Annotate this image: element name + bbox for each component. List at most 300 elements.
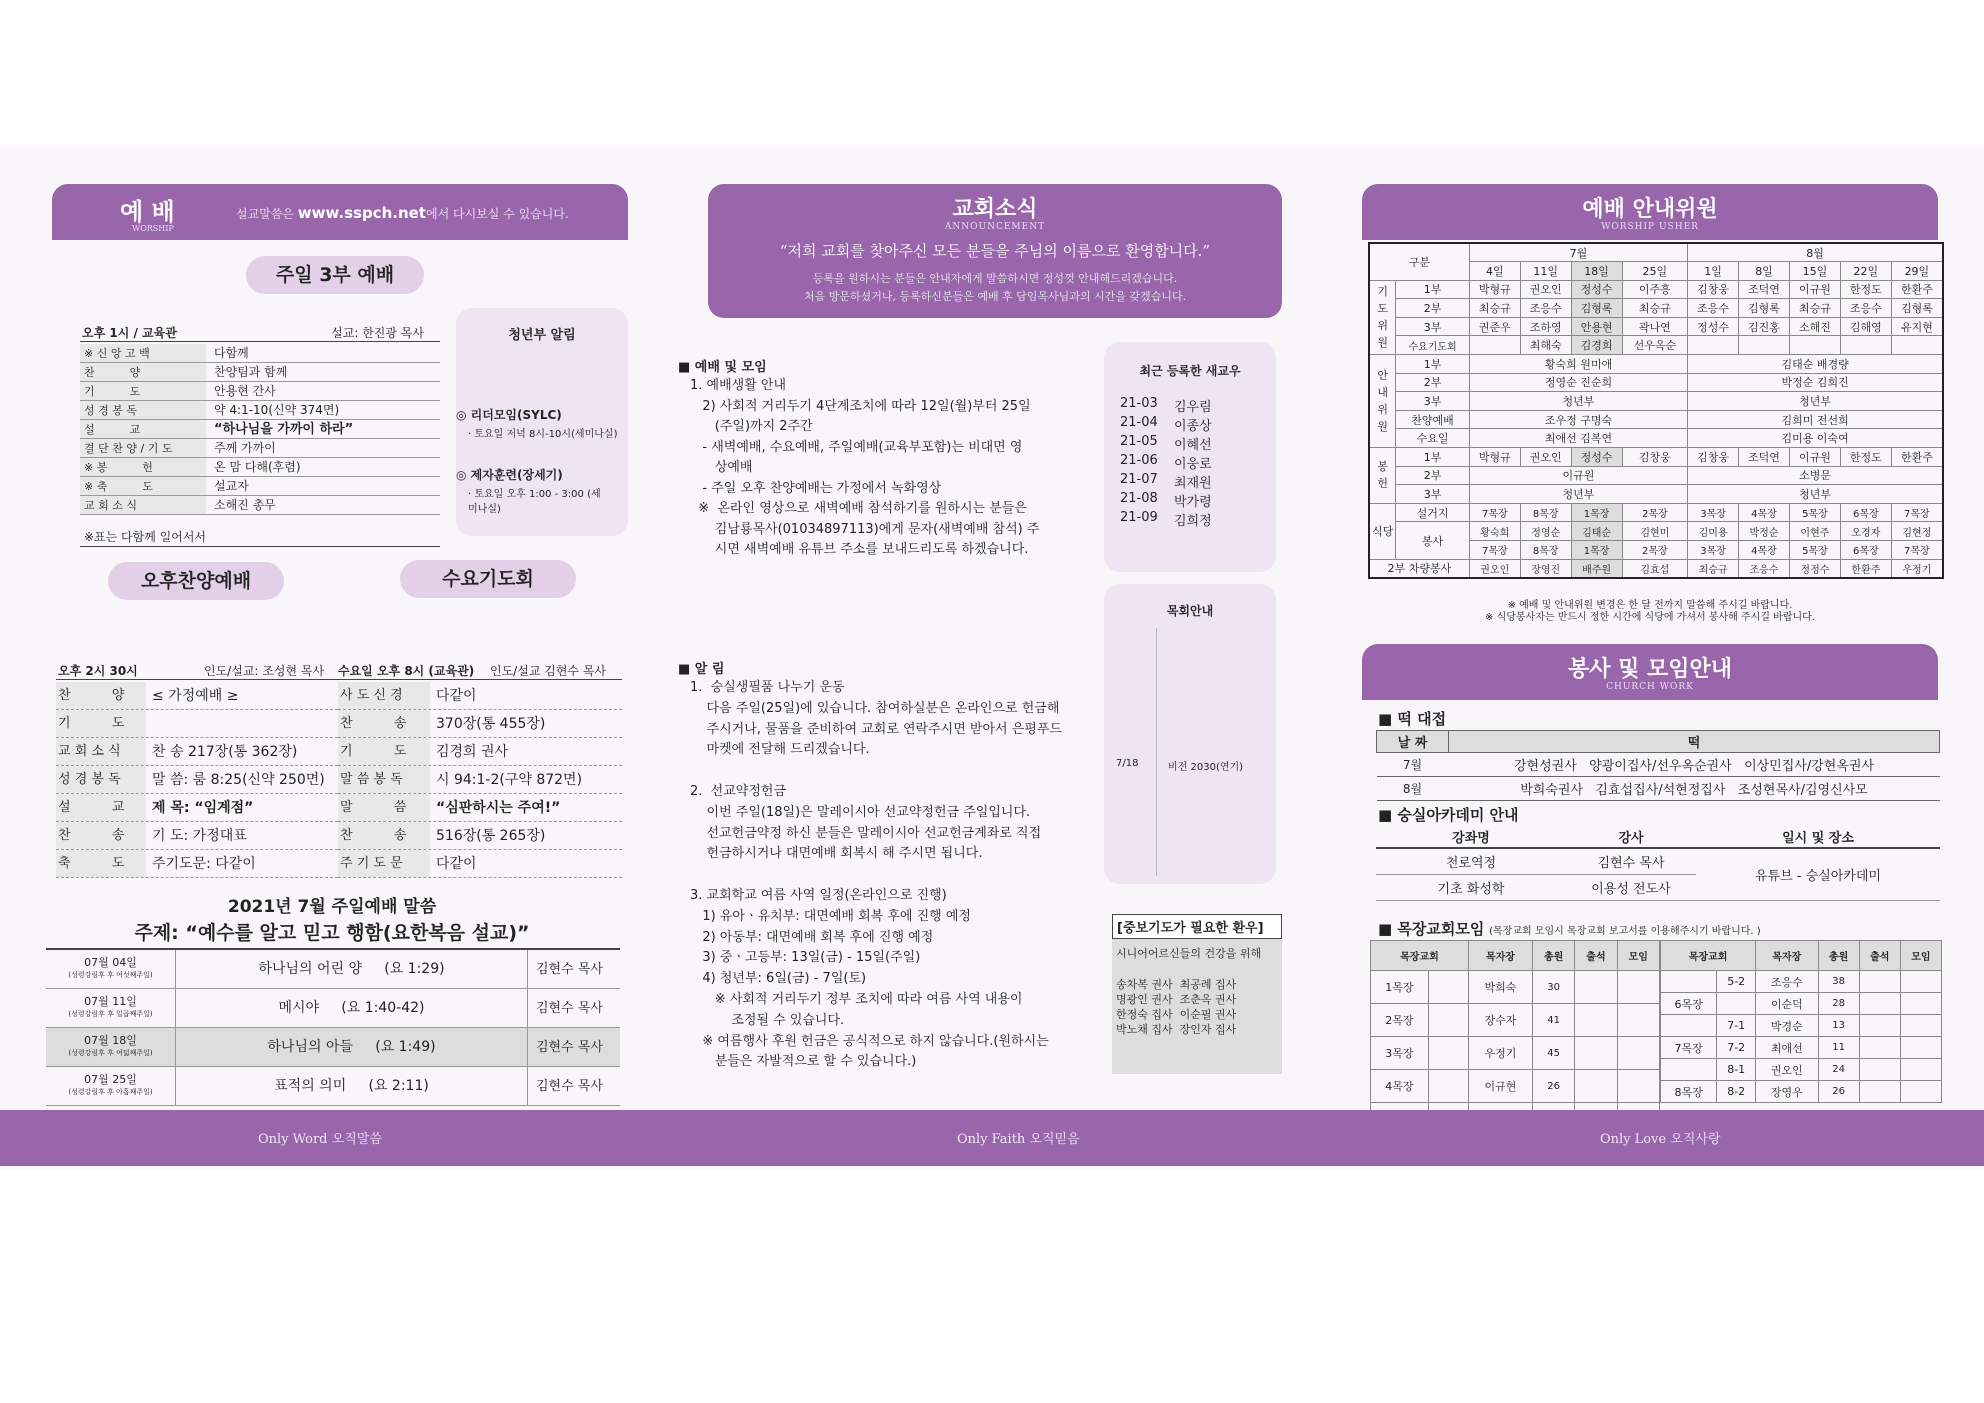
usher-cell: 조하영 [1520, 317, 1571, 336]
order-row [80, 477, 440, 496]
usher-row [1369, 299, 1943, 318]
order-label: 찬 양 [56, 682, 146, 709]
usher-cell: 2부 [1396, 299, 1470, 318]
usher-row [1369, 429, 1943, 448]
afternoon-order [56, 682, 338, 878]
usher-cell: 김형록 [1571, 299, 1622, 318]
order-label: 결 단 찬 양 / 기 도 [80, 439, 206, 457]
group-table-left [1370, 940, 1660, 1136]
worship-title: 예 배 [120, 198, 175, 226]
usher-cell: 1부 [1396, 448, 1470, 467]
usher-cell: 찬양예배 [1396, 410, 1470, 429]
sermon-title: 표적의 의미 (요 2:11) [176, 1067, 528, 1105]
group-sub: 7-2 [1717, 1037, 1756, 1059]
group-name: 2목장 [1371, 1004, 1429, 1037]
usher-cell: 18일 [1571, 262, 1622, 281]
usher-title: 예배 안내위원 [1582, 197, 1718, 222]
usher-cell: 3목장 [1688, 541, 1739, 560]
usher-note: ※ 예배 및 안내위원 변경은 한 달 전까지 말씀해 주시길 바랍니다. [1507, 600, 1793, 611]
notice-line: 4) 청년부: 6일(금) - 7일(토) [690, 971, 867, 987]
sermon-series-theme: 주제: “예수를 알고 믿고 행함(요한복음 설교)” [134, 922, 530, 944]
notice-line: 다음 주일(25일)에 있습니다. 참여하실분은 온라인으로 헌금해 [690, 700, 1060, 716]
rice-month: 8월 [1377, 777, 1449, 801]
group-row [1661, 1037, 1942, 1059]
order-label: 교 회 소 식 [56, 738, 146, 765]
usher-cell: 29일 [1891, 262, 1943, 281]
rice-names: 강현성권사 양광이집사/선우옥순권사 이상민집사/강현옥권사 [1449, 753, 1940, 777]
prayer-title: [중보기도가 필요한 환우] [1112, 914, 1282, 939]
service-subtitle: CHURCH WORK [1606, 682, 1694, 692]
pastoral-text: 비전 2030(연기) [1168, 762, 1244, 773]
order-value: 주께 가까이 [214, 441, 276, 455]
usher-cell: 최애선 김복연 [1469, 429, 1687, 448]
newcomer-row [1120, 396, 1212, 415]
pastoral-title: 목회안내 [1166, 604, 1214, 618]
order-value: 김경희 권사 [436, 744, 509, 760]
notice-line: 3) 중ㆍ고등부: 13일(금) - 15일(주일) [690, 950, 921, 966]
usher-row [1369, 317, 1943, 336]
group-total: 45 [1533, 1037, 1575, 1070]
group-row [1661, 971, 1942, 993]
newcomer-box [1104, 342, 1276, 572]
academy-head-cell: 일시 및 장소 [1696, 826, 1940, 848]
newcomer-list [1120, 396, 1212, 529]
usher-cell: 4일 [1469, 262, 1520, 281]
worship-subtitle: WORSHIP [132, 224, 174, 233]
usher-row [1369, 485, 1943, 504]
usher-table [1368, 242, 1944, 579]
academy-head-cell: 강사 [1566, 826, 1696, 848]
wednesday-order [338, 682, 622, 878]
usher-cell: 4목장 [1739, 503, 1790, 522]
order-row [56, 738, 338, 766]
notice-line: 김남룡목사(01034897113)에게 문자(새벽예배 참석) 주 [690, 521, 1040, 537]
rice-names: 박희숙권사 김효섭집사/석현정집사 조성현목사/김영신사모 [1449, 777, 1940, 801]
notice-line: 주시거나, 물품을 준비하여 교회로 연락주시면 받아서 은평푸드 [690, 721, 1062, 737]
group-attend [1859, 971, 1900, 993]
usher-cell: 조응수 [1840, 299, 1891, 318]
sermon-date [46, 989, 176, 1027]
group-name: 4목장 [1371, 1070, 1429, 1103]
order-row [338, 850, 622, 878]
usher-cell: 15일 [1789, 262, 1840, 281]
usher-cell: 설거지 [1396, 503, 1470, 522]
usher-cell: 김태순 [1571, 522, 1622, 541]
usher-cell [1840, 336, 1891, 355]
order-value: 주기도문: 다같이 [152, 856, 256, 872]
worship-note: 설교말씀은 www.sspch.net에서 다시보실 수 있습니다. [236, 204, 569, 222]
order-value: 설교자 [214, 479, 249, 493]
order-label: ※ 봉 헌 [80, 458, 206, 476]
usher-cell: 정성수 [1571, 280, 1622, 299]
group-row [1371, 1037, 1660, 1070]
usher-cell: 2부 [1396, 466, 1470, 485]
usher-cell: 유지현 [1891, 317, 1943, 336]
footer [0, 1110, 1984, 1166]
newcomer-number: 21-05 [1120, 434, 1158, 449]
usher-cell: 7월 [1469, 243, 1687, 262]
usher-cell: 5목장 [1789, 541, 1840, 560]
order-value: 기 도: 가정대표 [152, 828, 247, 844]
notice-line [690, 761, 1062, 782]
order-value: 소해진 총무 [214, 498, 276, 512]
usher-cell: 수요일 [1396, 429, 1470, 448]
group-total: 13 [1818, 1015, 1859, 1037]
group-name [1661, 1059, 1717, 1081]
usher-cell: 김경희 [1571, 336, 1622, 355]
youth-item: ◎ 제자훈련(장세기) · 토요일 오후 1:00 - 3:00 (세미나실) [456, 468, 601, 515]
usher-row [1369, 373, 1943, 392]
newcomer-name: 최재원 [1174, 476, 1212, 491]
usher-cell: 7목장 [1891, 541, 1943, 560]
usher-cell: 우정기 [1891, 559, 1943, 578]
usher-cell [1688, 336, 1739, 355]
newcomer-name: 김희정 [1174, 514, 1212, 529]
order-label: 설 교 [80, 420, 206, 438]
footer-left: Only Word 오직말씀 [258, 1132, 382, 1147]
order-row [338, 710, 622, 738]
sermon-season: (성령강림후 후 아홉째주일) [68, 1088, 153, 1096]
notice-line: ※ 사회적 거리두기 정부 조치에 따라 여름 사역 내용이 [690, 991, 1023, 1007]
sermon-row [46, 950, 620, 989]
order-label: ※ 신 앙 고 백 [80, 344, 206, 362]
order-row [80, 458, 440, 477]
third-service-head: 오후 1시 / 교육관 설교: 한진광 목사 [80, 322, 440, 342]
usher-header [1362, 184, 1938, 240]
group-title: ■ 목장교회모임 (목장교회 모임시 목장교회 보고서를 이용해주시기 바랍니다. ) [1378, 920, 1761, 938]
usher-cell: 소병문 [1688, 466, 1943, 485]
newcomer-name: 이혜선 [1174, 438, 1212, 453]
order-value: 제 목: “임계점” [152, 800, 254, 816]
usher-row [1369, 448, 1943, 467]
order-label: 찬 양 [80, 363, 206, 381]
order-value: 약 4:1-10(신약 374면) [214, 403, 340, 417]
usher-cell: 한환주 [1840, 559, 1891, 578]
group-head-cell: 목자장 [1468, 941, 1532, 971]
usher-cell: 2부 차량봉사 [1369, 559, 1469, 578]
usher-cell: 3목장 [1688, 503, 1739, 522]
notice-line: 마켓에 전달해 드리겠습니다. [690, 742, 870, 758]
group-row [1371, 971, 1660, 1004]
group-leader: 권오인 [1756, 1059, 1818, 1081]
usher-cell: 김형록 [1739, 299, 1790, 318]
newcomer-row [1120, 434, 1212, 453]
usher-cell: 장영진 [1520, 559, 1571, 578]
academy-course: 천로역정 [1376, 848, 1566, 874]
usher-cell: 구분 [1369, 243, 1469, 280]
usher-cell: 최승규 [1622, 299, 1688, 318]
group-meeting [1900, 971, 1941, 993]
order-row [338, 794, 622, 822]
academy-place: 유튜브 - 숭실아카데미 [1696, 848, 1940, 900]
usher-cell: 정영순 [1520, 522, 1571, 541]
youth-item: ◎ 리더모임(SYLC) · 토요일 저녁 8시-10시(세미나실) [456, 408, 618, 440]
group-sub [1428, 1037, 1468, 1070]
order-row [56, 850, 338, 878]
group-attend [1859, 1059, 1900, 1081]
usher-cell: 정영순 진순희 [1469, 373, 1687, 392]
usher-cell: 2목장 [1622, 541, 1688, 560]
group-head-cell: 모임 [1617, 941, 1659, 971]
group-head-cell: 출석 [1859, 941, 1900, 971]
worship-notices [690, 376, 1039, 561]
notice-line: - 주일 오후 찬양예배는 가정에서 녹화영상 [690, 480, 942, 496]
usher-cell: 25일 [1622, 262, 1688, 281]
usher-cell: 최해숙 [1520, 336, 1571, 355]
sermon-preacher: 김현수 목사 [536, 1001, 603, 1016]
usher-cell: 기 도 위 원 [1369, 280, 1396, 354]
group-sub: 8-2 [1717, 1081, 1756, 1103]
group-meeting [1617, 1070, 1659, 1103]
group-attend [1859, 1081, 1900, 1103]
usher-cell: 오경자 [1840, 522, 1891, 541]
group-name: 7목장 [1661, 1037, 1717, 1059]
usher-cell: 7목장 [1469, 503, 1520, 522]
usher-cell: 곽나연 [1622, 317, 1688, 336]
usher-cell: 김형록 [1891, 299, 1943, 318]
sermon-season: (성령강림후 후 여덟째주일) [68, 1049, 153, 1057]
group-head-cell: 목자장 [1756, 941, 1818, 971]
notice-line [690, 865, 1062, 886]
usher-cell: 황숙희 원미애 [1469, 355, 1687, 374]
usher-cell: 2목장 [1622, 503, 1688, 522]
sermon-series-title: 2021년 7월 주일예배 말씀 [227, 897, 437, 917]
usher-cell: 김해영 [1840, 317, 1891, 336]
usher-cell: 봉사 [1396, 522, 1470, 559]
academy-course: 기초 화성학 [1376, 874, 1566, 900]
order-label: 성 경 봉 독 [56, 766, 146, 793]
usher-cell: 정성수 [1688, 317, 1739, 336]
usher-row [1369, 336, 1943, 355]
usher-row [1369, 522, 1943, 541]
usher-cell: 11일 [1520, 262, 1571, 281]
usher-cell: 8일 [1739, 262, 1790, 281]
usher-cell: 김미용 [1688, 522, 1739, 541]
order-row [56, 822, 338, 850]
usher-cell: 4목장 [1739, 541, 1790, 560]
usher-cell: 청년부 [1469, 485, 1687, 504]
usher-cell: 김희미 전선희 [1688, 410, 1943, 429]
usher-cell: 이현주 [1789, 522, 1840, 541]
afternoon-title: 오후찬양예배 [108, 562, 284, 600]
usher-cell: 김효섭 [1622, 559, 1688, 578]
group-leader: 이순덕 [1756, 993, 1818, 1015]
usher-row [1369, 559, 1943, 578]
sermon-date [46, 1028, 176, 1066]
group-name: 1목장 [1371, 971, 1429, 1004]
usher-row [1369, 466, 1943, 485]
order-row [80, 344, 440, 363]
newcomer-row [1120, 491, 1212, 510]
sermon-row [46, 989, 620, 1028]
group-head-cell: 출석 [1575, 941, 1617, 971]
rice-head-cell: 떡 [1449, 731, 1940, 753]
sermon-day: 07월 18일 [84, 1034, 137, 1047]
prayer-line: 명광인 권사 조춘옥 권사 [1116, 993, 1237, 1006]
notice-line: 3. 교회학교 여름 사역 일정(온라인으로 진행) [690, 887, 947, 903]
usher-cell: 한정도 [1840, 280, 1891, 299]
order-row [80, 382, 440, 401]
group-leader: 장영우 [1756, 1081, 1818, 1103]
usher-cell: 조덕연 [1739, 448, 1790, 467]
order-value [146, 710, 152, 737]
group-sub: 8-1 [1717, 1059, 1756, 1081]
order-row [80, 363, 440, 382]
group-total: 41 [1533, 1004, 1575, 1037]
academy-teacher: 이용성 전도사 [1566, 874, 1696, 900]
notice-line: 1. 숭실생필품 나누기 운동 [690, 680, 845, 695]
usher-row [1369, 503, 1943, 522]
group-meeting [1900, 1059, 1941, 1081]
newcomer-row [1120, 453, 1212, 472]
usher-cell: 김창웅 [1688, 280, 1739, 299]
academy-title: ■ 숭실아카데미 안내 [1378, 806, 1519, 824]
usher-cell: 1부 [1396, 355, 1470, 374]
welcome-line: 처음 방문하셨거나, 등록하신분들은 예배 후 담임목사님과의 시간을 갖겠습니다. [803, 290, 1187, 303]
usher-cell: 김창웅 [1622, 448, 1688, 467]
order-label: 사 도 신 경 [338, 682, 430, 709]
group-row [1661, 1059, 1942, 1081]
order-label: 축 도 [56, 850, 146, 877]
notice-line: 시면 새벽예배 유튜브 주소를 보내드리도록 하겠습니다. [690, 542, 1029, 557]
usher-cell [1891, 336, 1943, 355]
sermon-season: (성령강림후 후 여섯째주일) [68, 971, 153, 979]
group-head [1371, 941, 1660, 971]
order-value: “심판하시는 주여!” [436, 800, 561, 816]
sermon-date [46, 1067, 176, 1105]
third-service-order [80, 344, 440, 515]
notice-line: 조정될 수 있습니다. [690, 1012, 845, 1028]
order-row [338, 682, 622, 710]
order-row [56, 682, 338, 710]
usher-cell: 한환주 [1891, 448, 1943, 467]
usher-cell: 7목장 [1891, 503, 1943, 522]
group-name [1661, 1015, 1717, 1037]
order-label: 찬 송 [338, 822, 430, 849]
welcome-text: “저희 교회를 찾아주신 모든 분들을 주님의 이름으로 환영합니다.” [779, 242, 1211, 260]
prayer-line: 송차복 권사 최공례 집사 [1116, 978, 1237, 991]
group-meeting [1900, 1037, 1941, 1059]
notice-line: 1) 유아ㆍ유치부: 대면예배 회복 후에 진행 예정 [690, 908, 971, 924]
notice-line: 상예배 [690, 460, 753, 475]
group-total: 26 [1533, 1070, 1575, 1103]
academy-row [1376, 848, 1940, 874]
usher-cell: 3부 [1396, 485, 1470, 504]
usher-cell: 황숙희 [1469, 522, 1520, 541]
notice-line: 이번 주일(18일)은 말레이시아 선교약정헌금 주일입니다. [690, 804, 1031, 820]
usher-cell [1469, 336, 1520, 355]
group-row [1661, 993, 1942, 1015]
group-name: 8목장 [1661, 1081, 1717, 1103]
order-value: 다같이 [436, 688, 477, 704]
section-notices: ■ 알 림 [678, 662, 725, 677]
group-name [1661, 971, 1717, 993]
usher-cell: 박형규 [1469, 280, 1520, 299]
notice-line: 2. 선교약정헌금 [690, 783, 787, 799]
announcements [690, 678, 1062, 1073]
order-value: 시 94:1-2(구약 872면) [436, 772, 583, 788]
wednesday-title: 수요기도회 [400, 560, 576, 598]
news-subtitle: ANNOUNCEMENT [944, 222, 1046, 232]
sermon-title: 메시야 (요 1:40-42) [176, 989, 528, 1027]
sermon-day: 07월 04일 [84, 956, 137, 969]
order-row [338, 738, 622, 766]
prayer-line: 한정숙 집사 이순필 권사 [1116, 1008, 1237, 1021]
order-row [80, 496, 440, 515]
order-value: 516장(통 265장) [436, 828, 546, 844]
sermon-date [46, 950, 176, 988]
newcomer-row [1120, 472, 1212, 491]
order-label: 말 씀 [338, 794, 430, 821]
sermon-row [46, 1028, 620, 1067]
order-label: 기 도 [80, 382, 206, 400]
group-meeting [1900, 1015, 1941, 1037]
usher-cell: 권오인 [1520, 448, 1571, 467]
order-value: 찬양팀과 함께 [214, 365, 288, 379]
sermon-season: (성령강림후 후 일곱째주일) [68, 1010, 153, 1018]
group-meeting [1900, 993, 1941, 1015]
usher-cell: 선우옥순 [1622, 336, 1688, 355]
usher-cell: 3부 [1396, 317, 1470, 336]
order-value: 말 씀: 룸 8:25(신약 250면) [152, 772, 325, 788]
usher-cell: 조응수 [1739, 559, 1790, 578]
usher-cell: 김태순 배경량 [1688, 355, 1943, 374]
academy-head-cell: 강좌명 [1376, 826, 1566, 848]
group-sub [1717, 993, 1756, 1015]
group-name: 3목장 [1371, 1037, 1429, 1070]
group-head-cell: 총원 [1533, 941, 1575, 971]
footer-center: Only Faith 오직믿음 [957, 1132, 1080, 1147]
notice-line: - 새벽예배, 수요예배, 주일예배(교육부포함)는 비대면 영 [690, 439, 1023, 455]
newcomer-number: 21-09 [1120, 510, 1158, 525]
usher-cell: 1일 [1688, 262, 1739, 281]
usher-cell: 김미용 이숙여 [1688, 429, 1943, 448]
newcomer-number: 21-07 [1120, 472, 1158, 487]
usher-cell: 1목장 [1571, 503, 1622, 522]
usher-cell: 권오인 [1520, 280, 1571, 299]
sermon-day: 07월 25일 [84, 1073, 137, 1086]
order-label: 설 교 [56, 794, 146, 821]
third-note: ※표는 다함께 일어서서 [84, 530, 207, 544]
group-head [1661, 941, 1942, 971]
order-row [338, 822, 622, 850]
usher-cell: 22일 [1840, 262, 1891, 281]
group-total: 38 [1818, 971, 1859, 993]
rice-row [1377, 753, 1940, 777]
sermon-table [46, 948, 620, 1106]
order-value: 찬 송 217장(통 362장) [152, 744, 298, 760]
newcomer-name: 이웅로 [1174, 457, 1212, 472]
service-header [1362, 644, 1938, 700]
usher-cell: 박정순 김희진 [1688, 373, 1943, 392]
group-attend [1859, 1037, 1900, 1059]
newcomer-row [1120, 510, 1212, 529]
youth-title: 청년부 알림 [508, 328, 576, 343]
rice-month: 7월 [1377, 753, 1449, 777]
group-attend [1575, 971, 1617, 1004]
usher-cell: 이규원 [1789, 448, 1840, 467]
rice-head-cell: 날 짜 [1377, 731, 1449, 753]
order-label: 찬 송 [338, 710, 430, 737]
sermon-title: 하나님의 아들 (요 1:49) [176, 1028, 528, 1066]
group-sub: 5-2 [1717, 971, 1756, 993]
usher-row [1369, 280, 1943, 299]
group-total: 11 [1818, 1037, 1859, 1059]
sermon-preacher: 김현수 목사 [536, 962, 603, 977]
order-row [80, 420, 440, 439]
notice-line: ※ 온라인 영상으로 새벽예배 참석하기를 원하시는 분들은 [690, 501, 1027, 516]
group-leader: 조응수 [1756, 971, 1818, 993]
